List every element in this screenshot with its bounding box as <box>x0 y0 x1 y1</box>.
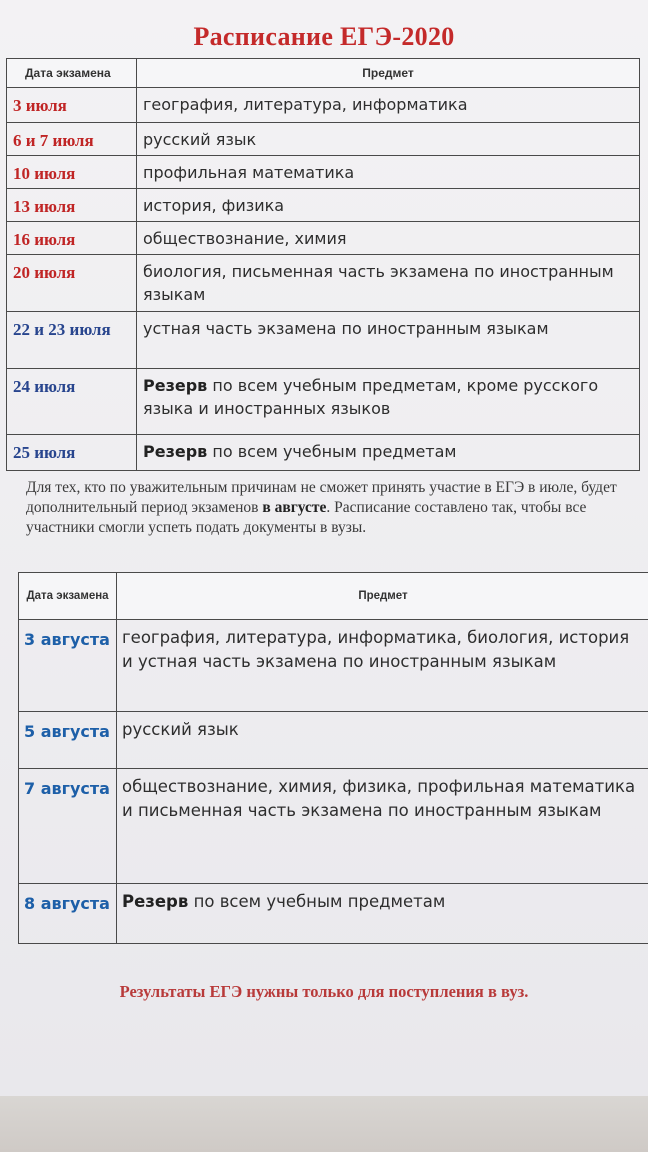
table-row <box>19 769 648 884</box>
exam-date: 20 июля <box>7 255 137 312</box>
subject-column-header: Предмет <box>137 59 640 88</box>
exam-subjects: русский язык <box>117 712 648 769</box>
exam-date: 25 июля <box>7 435 137 471</box>
exam-date: 3 июля <box>7 88 137 123</box>
august-schedule-table <box>18 572 648 944</box>
exam-date: 16 июля <box>7 222 137 255</box>
exam-subjects <box>137 435 640 471</box>
august-period-note <box>26 478 638 538</box>
exam-date: 3 августа <box>19 620 117 712</box>
exam-subjects: биология, письменная часть экзамена по иностранным языкам <box>137 255 640 312</box>
table-row <box>7 123 640 156</box>
exam-date: 8 августа <box>19 884 117 944</box>
table-row <box>7 222 640 255</box>
exam-date: 6 и 7 июля <box>7 123 137 156</box>
reserve-label: Резерв <box>143 376 208 395</box>
exam-subjects <box>137 369 640 435</box>
reserve-description: по всем учебным предметам <box>207 442 457 461</box>
table-row <box>7 312 640 369</box>
reserve-description: по всем учебным предметам <box>188 892 446 911</box>
table-header-row <box>7 59 640 88</box>
exam-date: 5 августа <box>19 712 117 769</box>
table-header-row <box>19 573 648 620</box>
note-emphasis: в августе <box>262 499 327 516</box>
table-row <box>7 369 640 435</box>
exam-date: 7 августа <box>19 769 117 884</box>
exam-date: 10 июля <box>7 156 137 189</box>
date-column-header: Дата экзамена <box>19 573 117 620</box>
exam-subjects: русский язык <box>137 123 640 156</box>
page-title: Расписание ЕГЭ-2020 <box>193 22 455 51</box>
reserve-description: по всем учебным предметам, кроме русского языка и иностранных языков <box>143 376 599 418</box>
exam-date: 24 июля <box>7 369 137 435</box>
table-row <box>7 88 640 123</box>
note-text-end: . Расписание составлено так, чтобы все участники смогли успеть подать документы в вузы. <box>26 499 587 536</box>
footer-note: Результаты ЕГЭ нужны только для поступления в вуз. <box>119 982 529 1001</box>
reserve-label: Резерв <box>122 892 189 911</box>
table-row <box>7 255 640 312</box>
table-row <box>19 712 648 769</box>
date-column-header: Дата экзамена <box>7 59 137 88</box>
reserve-label: Резерв <box>143 442 208 461</box>
background-surface <box>0 1096 648 1152</box>
exam-subjects: профильная математика <box>137 156 640 189</box>
table-row <box>7 156 640 189</box>
table-row <box>19 620 648 712</box>
table-row <box>19 884 648 944</box>
july-schedule-table <box>6 58 640 471</box>
exam-subjects: обществознание, химия <box>137 222 640 255</box>
exam-subjects: устная часть экзамена по иностранным языкам <box>137 312 640 369</box>
exam-subjects: география, литература, информатика, биология, история и устная часть экзамена по иностранным языкам <box>117 620 648 712</box>
table-row <box>7 189 640 222</box>
exam-date: 13 июля <box>7 189 137 222</box>
exam-subjects: обществознание, химия, физика, профильная математика и письменная часть экзамена по иностранным языкам <box>117 769 648 884</box>
exam-subjects: география, литература, информатика <box>137 88 640 123</box>
exam-subjects: история, физика <box>137 189 640 222</box>
exam-subjects <box>117 884 648 944</box>
exam-date: 22 и 23 июля <box>7 312 137 369</box>
table-row <box>7 435 640 471</box>
subject-column-header: Предмет <box>117 573 648 620</box>
note-text: Для тех, кто по уважительным причинам не сможет принять участие в ЕГЭ в июле, будет дополнительный период экзаменов <box>26 479 617 516</box>
